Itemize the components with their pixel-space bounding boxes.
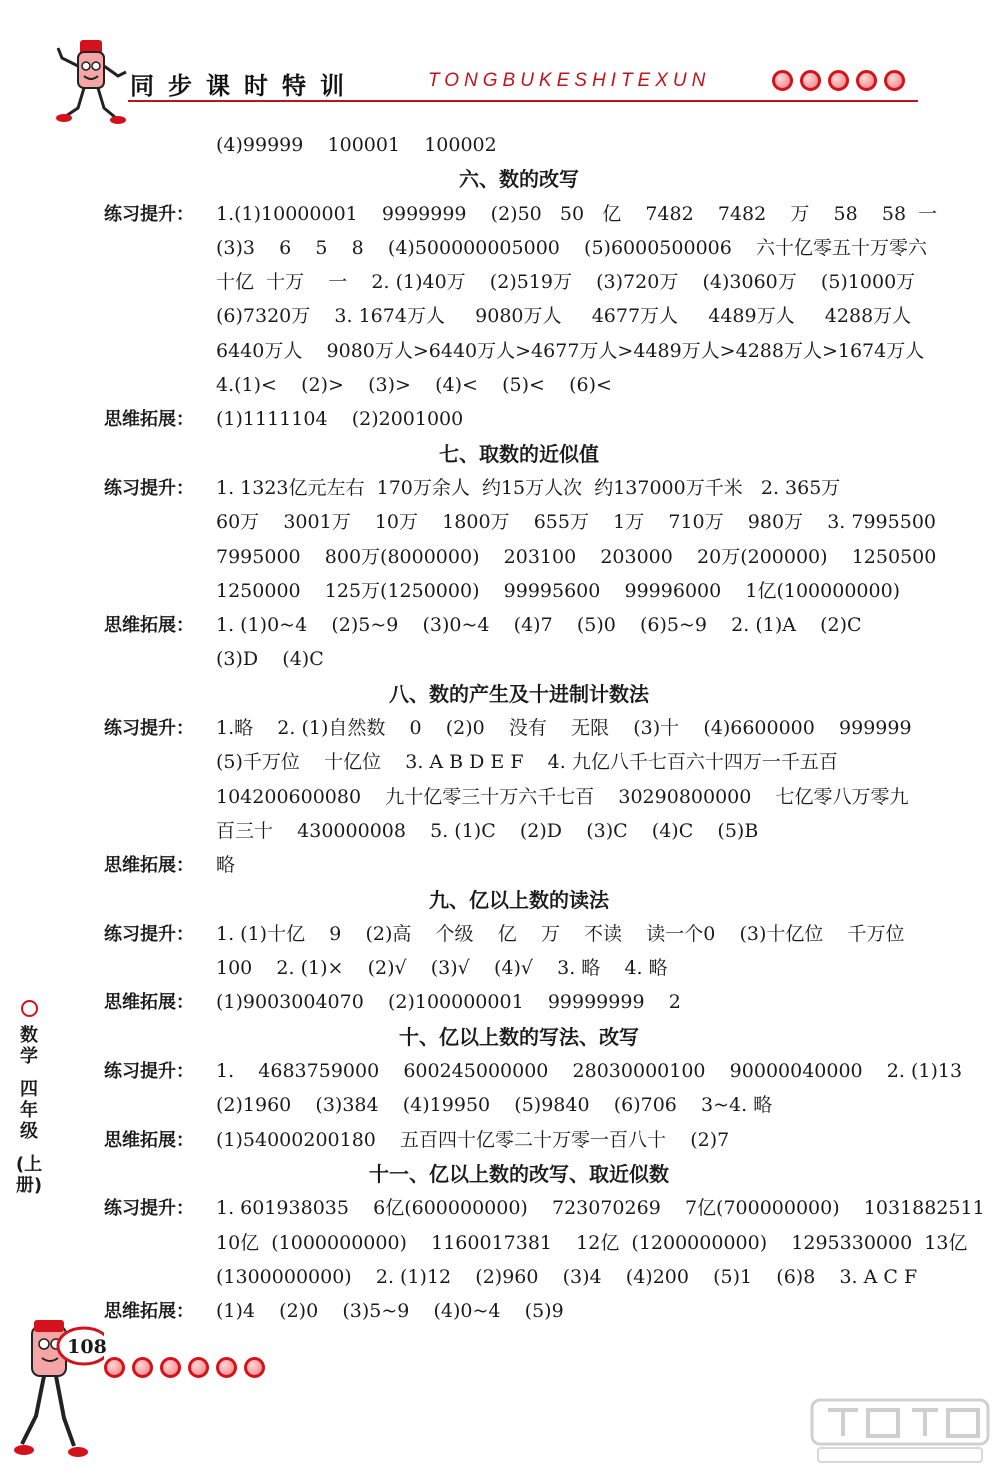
answer-text: 104200600080 九十亿零三十万六千七百 30290800000 七亿零八万零九 bbox=[216, 785, 909, 808]
answer-line bbox=[104, 985, 924, 1019]
dot-icon bbox=[104, 1357, 125, 1378]
dot-icon bbox=[772, 70, 793, 91]
answer-text: 6440万人 9080万人>6440万人>4677万人>4489万人>4288万人>1674万人 bbox=[216, 339, 925, 362]
page-number: 108 bbox=[67, 1336, 107, 1358]
answer-text: 7995000 800万(8000000) 203100 203000 20万(200000) 1250500 bbox=[216, 545, 937, 568]
answer-text: (3)3 6 5 8 (4)500000005000 (5)6000500006 六十亿零五十万零六 bbox=[216, 236, 927, 259]
answer-line bbox=[104, 917, 924, 951]
watermark-logo-icon bbox=[808, 1396, 992, 1466]
dot-icon bbox=[216, 1357, 237, 1378]
answer-label: 思维拓展： bbox=[104, 409, 194, 431]
answer-text: 4.(1)< (2)> (3)> (4)< (5)< (6)< bbox=[216, 374, 612, 397]
answer-label: 思维拓展： bbox=[104, 992, 194, 1014]
answer-text: 略 bbox=[216, 854, 236, 877]
section-heading bbox=[104, 883, 924, 917]
answer-label: 练习提升： bbox=[104, 1061, 194, 1083]
answer-continuation-line bbox=[104, 642, 924, 676]
section-heading-text: 十、亿以上数的写法、改写 bbox=[399, 1024, 639, 1049]
dot-icon bbox=[856, 70, 877, 91]
answer-label: 练习提升： bbox=[104, 718, 194, 740]
answer-text: 1.略 2. (1)自然数 0 (2)0 没有 无限 (3)十 (4)6600000 999999 bbox=[216, 717, 912, 740]
answer-continuation-line bbox=[104, 1226, 968, 1260]
answer-text: 100 2. (1)× (2)√ (3)√ (4)√ 3. 略 4. 略 bbox=[216, 957, 668, 980]
section-heading bbox=[104, 1157, 924, 1191]
answer-continuation-line bbox=[104, 505, 936, 539]
dot-icon bbox=[244, 1357, 265, 1378]
answer-continuation-line bbox=[104, 745, 924, 779]
answer-line bbox=[104, 402, 924, 436]
answer-continuation-line bbox=[104, 265, 924, 299]
answer-label: 练习提升： bbox=[104, 203, 194, 225]
answer-line bbox=[104, 1054, 963, 1088]
answer-line bbox=[104, 848, 924, 882]
header-pinyin: TONGBUKESHITEXUN bbox=[428, 70, 711, 91]
section-heading-text: 七、取数的近似值 bbox=[439, 441, 599, 466]
answer-text: (4)99999 100001 100002 bbox=[216, 134, 497, 156]
answer-line bbox=[104, 711, 924, 745]
dot-icon bbox=[884, 70, 905, 91]
side-volume: (上册) bbox=[15, 1154, 43, 1196]
side-grade: 四年级 bbox=[20, 1079, 38, 1142]
answer-text: (1)4 (2)0 (3)5~9 (4)0~4 (5)9 bbox=[216, 1300, 564, 1323]
answer-text: 1. 1323亿元左右 170万余人 约15万人次 约137000万千米 2. 365万 bbox=[216, 476, 841, 499]
answer-content bbox=[104, 128, 985, 1328]
answer-label: 练习提升： bbox=[104, 923, 194, 945]
section-heading-text: 八、数的产生及十进制计数法 bbox=[389, 681, 649, 706]
answer-continuation-line bbox=[104, 951, 924, 985]
answer-text: (1)1111104 (2)2001000 bbox=[216, 408, 464, 431]
answer-line bbox=[104, 1191, 985, 1225]
section-heading-text: 九、亿以上数的读法 bbox=[429, 887, 609, 912]
answer-text: 10亿 (1000000000) 1160017381 12亿 (1200000000) 1295330000 13亿 bbox=[216, 1231, 968, 1254]
answer-text: 1. 4683759000 600245000000 28030000100 90000040000 2. (1)13 bbox=[216, 1060, 963, 1083]
answer-continuation-line bbox=[104, 780, 924, 814]
answer-line bbox=[104, 197, 938, 231]
answer-continuation-line bbox=[104, 540, 937, 574]
answer-text: 60万 3001万 10万 1800万 655万 1万 710万 980万 3. 7995500 bbox=[216, 511, 936, 534]
answer-text: 1. (1)0~4 (2)5~9 (3)0~4 (4)7 (5)0 (6)5~9 2. (1)A (2)C bbox=[216, 614, 862, 637]
header-title: 同步课时特训 bbox=[130, 72, 358, 100]
header-divider bbox=[128, 100, 918, 102]
answer-continuation-line bbox=[104, 1260, 924, 1294]
decorative-dots-bottom bbox=[104, 1357, 265, 1378]
answer-continuation-line bbox=[104, 128, 924, 162]
dot-icon bbox=[160, 1357, 181, 1378]
section-heading bbox=[104, 1020, 924, 1054]
answer-label: 思维拓展： bbox=[104, 615, 194, 637]
side-label bbox=[14, 1000, 44, 1208]
answer-continuation-line bbox=[104, 231, 927, 265]
answer-text: 1. (1)十亿 9 (2)高 个级 亿 万 不读 读一个0 (3)十亿位 千万位 bbox=[216, 922, 905, 945]
answer-continuation-line bbox=[104, 1088, 924, 1122]
decorative-dots-top bbox=[772, 70, 905, 91]
answer-label: 练习提升： bbox=[104, 1198, 194, 1220]
answer-text: 十亿 十万 一 2. (1)40万 (2)519万 (3)720万 (4)3060万 (5)1000万 bbox=[216, 271, 916, 294]
answer-label: 练习提升： bbox=[104, 477, 194, 499]
answer-text: 百三十 430000008 5. (1)C (2)D (3)C (4)C (5)B bbox=[216, 819, 759, 842]
answer-line bbox=[104, 1294, 924, 1328]
section-heading bbox=[104, 437, 924, 471]
answer-text: 1.(1)10000001 9999999 (2)50 50 亿 7482 7482 万 58 58 一 bbox=[216, 202, 938, 225]
section-heading-text: 六、数的改写 bbox=[459, 167, 579, 192]
answer-text: (1)9003004070 (2)100000001 99999999 2 bbox=[216, 991, 681, 1014]
answer-continuation-line bbox=[104, 299, 924, 333]
answer-line bbox=[104, 608, 924, 642]
answer-label: 思维拓展： bbox=[104, 1301, 194, 1323]
pencil-mascot-icon bbox=[52, 36, 132, 126]
answer-text: (3)D (4)C bbox=[216, 648, 324, 671]
answer-text: (1300000000) 2. (1)12 (2)960 (3)4 (4)200 (5)1 (6)8 3. A C F bbox=[216, 1265, 918, 1288]
answer-text: (6)7320万 3. 1674万人 9080万人 4677万人 4489万人 4288万人 bbox=[216, 305, 912, 328]
answer-continuation-line bbox=[104, 368, 924, 402]
answer-line bbox=[104, 471, 924, 505]
answer-label: 思维拓展： bbox=[104, 855, 194, 877]
answer-continuation-line bbox=[104, 574, 924, 608]
page-header bbox=[0, 0, 1000, 130]
answer-continuation-line bbox=[104, 814, 924, 848]
dot-icon bbox=[21, 1000, 38, 1017]
answer-text: (5)千万位 十亿位 3. A B D E F 4. 九亿八千七百六十四万一千五百 bbox=[216, 751, 838, 774]
dot-icon bbox=[188, 1357, 209, 1378]
section-heading bbox=[104, 162, 924, 196]
answer-text: (2)1960 (3)384 (4)19950 (5)9840 (6)706 3~4. 略 bbox=[216, 1094, 773, 1117]
dot-icon bbox=[800, 70, 821, 91]
side-subject: 数学 bbox=[20, 1025, 38, 1067]
section-heading bbox=[104, 677, 924, 711]
dot-icon bbox=[828, 70, 849, 91]
answer-text: 1250000 125万(1250000) 99995600 99996000 1亿(100000000) bbox=[216, 579, 901, 602]
answer-continuation-line bbox=[104, 334, 924, 368]
answer-text: (1)54000200180 五百四十亿零二十万零一百八十 (2)7 bbox=[216, 1128, 730, 1151]
dot-icon bbox=[132, 1357, 153, 1378]
section-heading-text: 十一、亿以上数的改写、取近似数 bbox=[369, 1161, 669, 1186]
answer-label: 思维拓展： bbox=[104, 1129, 194, 1151]
answer-line bbox=[104, 1123, 924, 1157]
answer-text: 1. 601938035 6亿(600000000) 723070269 7亿(700000000) 1031882511 bbox=[216, 1197, 985, 1220]
